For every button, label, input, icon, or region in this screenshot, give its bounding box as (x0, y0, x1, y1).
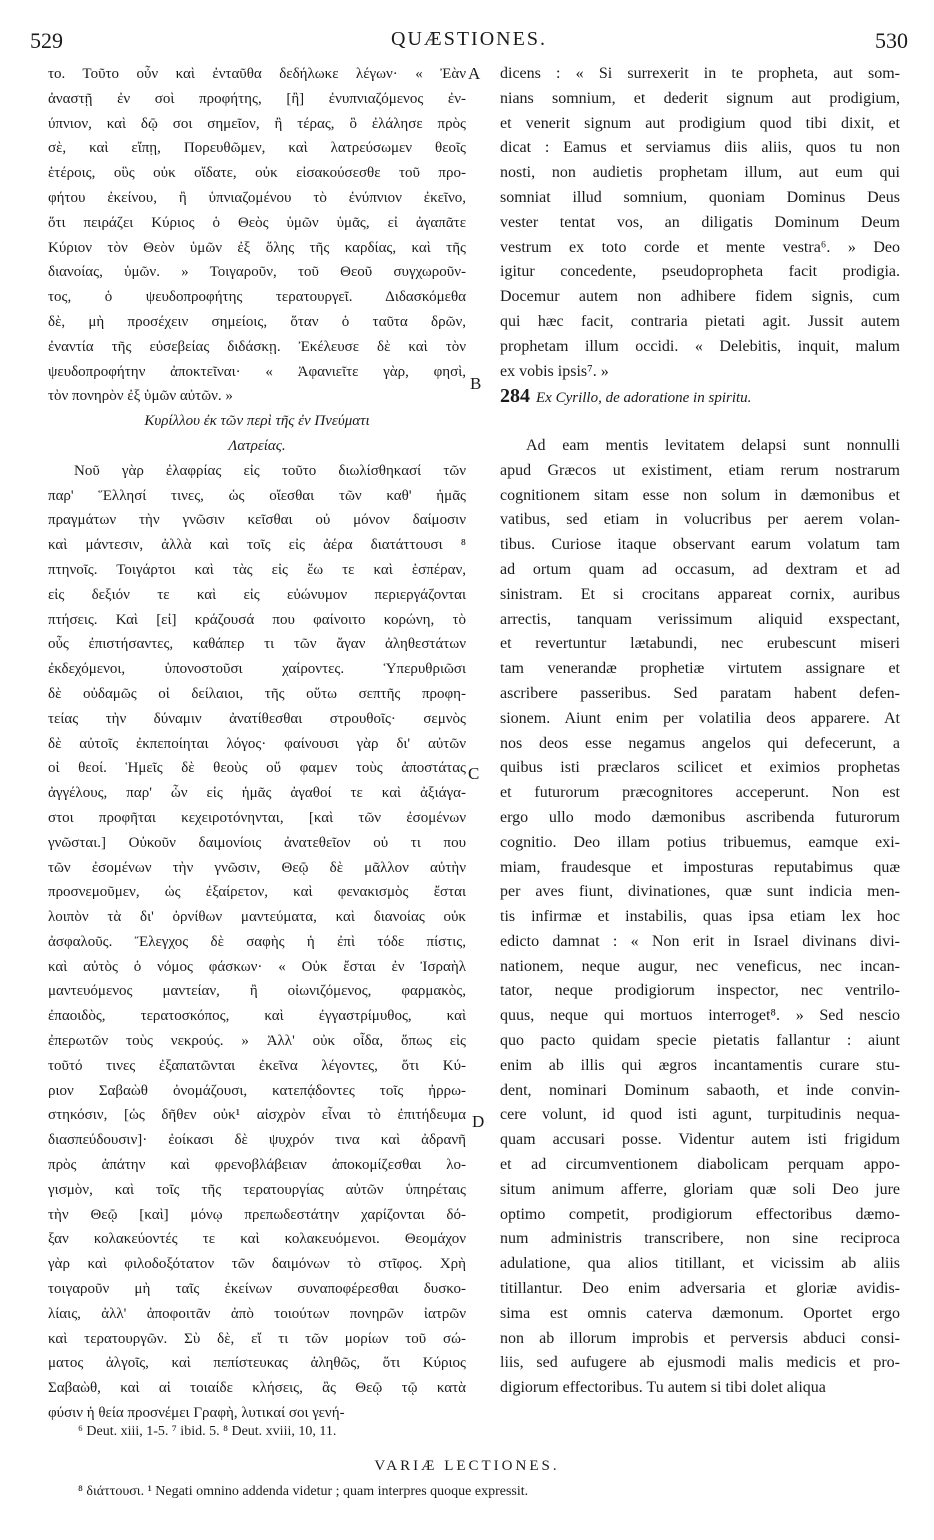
page-number-left: 529 (30, 28, 63, 53)
text-line: quibus isti præclaros scilicet et eximios prophetas (500, 759, 900, 777)
text-line: quam accusari posse. Videntur autem isti frigidum (500, 1131, 900, 1149)
text-line: quo pacto quidam specie pietatis fallantur : aiunt (500, 1032, 900, 1050)
text-line: τῶν ἐσομένων τὴν γνῶσιν, Θεῷ δὲ μᾶλλον αὐτὴν (48, 859, 466, 876)
text-line: ἀσφαλοῦς. Ἔλεγχος δὲ σαφὴς ἡ ἐπὶ τόδε πίστις, (48, 933, 466, 950)
text-line: vester tentat vos, an diligatis Dominum Deum (500, 213, 900, 231)
text-line: prophetam illum occidi. « Delebitis, inquit, malum (500, 337, 900, 355)
text-line: τείας τὴν δύναμιν ἀνατίθεσθαι στρουθοῖς· σεμνὸς (48, 710, 466, 727)
text-line: vatibus, sed etiam in volucribus per aerem volan- (500, 511, 900, 529)
text-line: το. Τοῦτο οὖν καὶ ἐνταῦθα δεδήλωκε λέγων· « Ἐὰν (48, 66, 466, 82)
text-line: ascribere passeribus. Sed paratam habent defen- (500, 684, 900, 702)
text-line: διανοίας, ὑμῶν. » Τοιγαροῦν, τοῦ Θεοῦ συγχωροῦν- (48, 264, 466, 281)
text-line: qui hæc facit, contraria pietati agit. Jussit autem (500, 312, 900, 330)
text-line: cognitio. Deo illam potius tribuemus, eamque exi- (500, 833, 900, 851)
text-line: παρ' Ἕλλησί τινες, ὡς οἴεσθαι τῶν καθ' ἡμᾶς (48, 487, 466, 504)
text-line: γισμὸν, καὶ τοῖς τῆς τερατουργίας αὐτῶν ὑπηρέταις (48, 1181, 466, 1198)
page-header (30, 28, 908, 58)
latin-column (500, 62, 900, 1401)
text-line: situm animum afferre, gloriam quæ soli Deo jure (500, 1180, 900, 1198)
text-line: digiorum effectoribus. Tu autem si tibi dolet aliqua (500, 1379, 826, 1397)
text-line: titillantur. Deo enim adversaria et gloriæ avidis- (500, 1280, 900, 1298)
text-line: optimo competit, prodigiorum effectoribus dæmo- (500, 1205, 900, 1223)
section-heading-greek: Κυρίλλου ἐκ τῶν περὶ τῆς ἐν Πνεύματι (144, 413, 370, 430)
text-line: πτηνοῖς. Τοιγάρτοι καὶ τὰς εἰς ἕω τε καὶ ἑσπέραν, (48, 561, 466, 578)
section-title: Ex Cyrillo, de adoratione in spiritu. (536, 390, 752, 407)
text-line: πρὸς ἀπάτην καὶ φρενοβλάβειαν ἀποκομίζεσθαι λο- (48, 1157, 466, 1174)
text-line: ἑτέροις, οὓς οὐκ οἴδατε, οὐκ εἰσακούσεσθε τοῦ προ- (48, 165, 466, 182)
text-line: ex vobis ipsis⁷. » (500, 362, 609, 380)
text-line: Ad eam mentis levitatem delapsi sunt nonnulli (526, 436, 900, 454)
running-title: QUÆSTIONES. (391, 28, 547, 50)
text-line: sinistram. Et si crocitans appareat cornix, auribus (500, 585, 900, 603)
text-line: ματος ἀλγοῖς, καὶ πεπίστευκας ἀληθῶς, ὅτι Κύριος (48, 1355, 466, 1372)
text-line: cognitionem sitam esse non solum in dæmonibus et (500, 486, 900, 504)
text-line: στηκόσιν, [ὡς δῆθεν οὐκ¹ αἰσχρὸν εἶναι τὸ ἐπιτήδευμα (48, 1107, 466, 1124)
variae-lectiones-text: ⁸ διάττουσι. ¹ Negati omnino addenda videtur ; quam interpres quoque expressit. (78, 1484, 529, 1499)
text-line: tator, neque prodigiorum inspector, nec ventrilo- (500, 982, 900, 1000)
text-line: Νοῦ γὰρ ἐλαφρίας εἰς τοῦτο διωλίσθηκασί τῶν (74, 462, 466, 479)
text-line: arrectis, tanquam verissimum aliquid exspectant, (500, 610, 900, 628)
text-line: et futurorum præcognitores acceperunt. Non est (500, 784, 900, 802)
text-line: cere volunt, id quod isti agunt, turpitudinis nequa- (500, 1106, 900, 1124)
text-line: πτήσεις. Καὶ [εἰ] κράζουσά που φαίνοιτο κορώνη, τὸ (48, 611, 466, 628)
spacer (500, 409, 900, 434)
text-line: nationem, neque augur, nec veneficus, nec incan- (500, 957, 900, 975)
text-line: per aves fiunt, divinationes, quæ sunt indicia men- (500, 883, 900, 901)
text-line: ὅτι πειράζει Κύριος ὁ Θεὸς ὑμῶν ὑμᾶς, εἰ ἀγαπᾶτε (48, 214, 466, 231)
text-line: quus, neque qui mortuos interroget⁸. » Sed nescio (500, 1007, 900, 1025)
text-line: tibus. Curiose itaque observant earum volatum tam (500, 536, 900, 554)
variae-lectiones-heading: VARIÆ LECTIONES. (374, 1458, 560, 1474)
text-line: miam, fraudesque et imposturas reputabimus quæ (500, 858, 900, 876)
text-line: ἐκδεχόμενοι, ὑπονοστοῦσι χαίροντες. Ὑπερυθριῶσι (48, 661, 466, 678)
text-line: et revertuntur lætabundi, nec erubescunt miseri (500, 635, 900, 653)
text-line: εἰς δεξιόν τε καὶ εἰς εὐώνυμον περιεργάζονται (48, 586, 466, 603)
text-line: tis infirmæ et instabilis, quas ipsa etiam lex hoc (500, 908, 900, 926)
text-line: dicat : Eamus et serviamus diis aliis, quos tu non (500, 139, 900, 157)
text-line: οἱ θεοί. Ἡμεῖς δὲ θεοὺς οὔ φαμεν τοὺς ἀποστάτας (48, 760, 466, 777)
text-line: καὶ μάντεσιν, ἀλλὰ καὶ τοῖς εἰς ἀέρα διατάττουσι ⁸ (48, 537, 466, 554)
text-line: καὶ τερατουργῶν. Σὺ δὲ, εἴ τι τῶν μορίων τοῦ σώ- (48, 1330, 466, 1347)
text-line: adulatione, qua alios titillant, et vicissim ab aliis (500, 1255, 900, 1273)
text-line: ad ortum quam ad occasum, ad dextram et ad (500, 560, 900, 578)
text-line: δὲ οὐδαμῶς οἱ δείλαιοι, τῆς οὕτω σεπτῆς προφη- (48, 685, 466, 702)
text-line: προσνεμοῦμεν, ὡς ἐξαίρετον, καὶ φενακισμὸς ἔσται (48, 884, 466, 901)
text-line: ἀναστῇ ἐν σοὶ προφήτης, [ἢ] ἐνυπνιαζόμενος ἐν- (48, 90, 466, 107)
text-line: apud Græcos ut existiment, etiam rerum nostrarum (500, 461, 900, 479)
text-line: ἐναντία τῆς εὐσεβείας διδάσκῃ. Ἐκέλευσε δὲ καὶ τὸν (48, 338, 466, 355)
text-line: ριον Σαβαὼθ ὀνομάζουσι, κατεπᾴδοντες τοῖς ἠρρω- (48, 1082, 466, 1099)
text-line: τοῦτό τινες ἐξαπατῶνται ἐκεῖνα λέγοντες, ὅτι Κύ- (48, 1057, 466, 1074)
text-line: ψευδοπροφήτην ἀποκτεῖναι· « Ἀφανιεῖτε γὰρ, φησὶ, (48, 363, 466, 380)
footnotes: ⁶ Deut. xiii, 1-5. ⁷ ibid. 5. ⁸ Deut. xviii, 10, 11. (78, 1424, 337, 1439)
margin-marker-d: D (472, 1112, 485, 1131)
text-line: Docemur autem non adhibere fidem signis, cum (500, 288, 900, 306)
text-line: τὴν Θεῷ [καὶ] μόνῳ πρεπωδεστάτην χαρίζονται δό- (48, 1206, 466, 1223)
text-line: edicto damnat : « Non erit in Israel divinans divi- (500, 932, 900, 950)
text-line: τὸν πονηρὸν ἐξ ὑμῶν αὐτῶν. » (48, 388, 233, 405)
text-line: nians somnium, et dederit signum aut prodigium, (500, 89, 900, 107)
text-line: τος, ὁ ψευδοπροφήτης τερατουργεῖ. Διδασκόμεθα (48, 289, 466, 306)
margin-marker-a: A (468, 64, 481, 83)
text-line: δὲ αὐτοῖς ἐκπεποίηται λόγος· φαίνουσι γὰρ δι' αὐτῶν (48, 735, 466, 752)
text-line: μαντευόμενος μαντείαν, ἢ οἰωνιζόμενος, φαρμακὸς, (48, 983, 466, 1000)
text-line: vestrum ex toto corde et mente vestra⁶. » Deo (500, 238, 900, 256)
page-number-right: 530 (875, 28, 908, 53)
text-line: φήτου ἐκείνου, ἢ ὑπνιαζομένου τὸ ἐνύπνιον ἐκεῖνο, (48, 189, 466, 206)
text-line: διασπεύδουσιν]· ἐοίκασι δὲ ψυχρόν τινα καὶ ἀδρανῆ (48, 1132, 466, 1149)
text-line: ergo ullo modo dæmonibus ascribenda futurorum (500, 808, 900, 826)
section-heading-greek-cont: Λατρείας. (228, 437, 286, 454)
text-line: non ab illorum improbis et perversis abduci consi- (500, 1329, 900, 1347)
text-line: nos deos esse negamus angelos qui defecerunt, a (500, 734, 900, 752)
text-line: dent, nominari Dominum sabaoth, et inde convin- (500, 1081, 900, 1099)
text-line: οὖς ἐπιστήσαντες, καθάπερ τι τῶν ἄγαν ἀληθεστάτων (48, 636, 466, 653)
text-line: tam venerandæ prophetiæ virtutem assignare et (500, 660, 900, 678)
greek-column (48, 62, 466, 1426)
text-line: σὲ, καὶ εἴπῃ, Πορευθῶμεν, καὶ λατρεύσωμεν θεοῖς (48, 140, 466, 157)
text-line: igitur concedente, pseudopropheta facit prodigia. (500, 263, 900, 281)
text-line: πραγμάτων τὴν γνῶσιν κεῖσθαι οὐ μόνον δαίμοσιν (48, 512, 466, 529)
text-line: ἐπερωτῶν τοὺς νεκρούς. » Ἀλλ' οὐκ οἶδα, ὅπως εἰς (48, 1033, 466, 1050)
text-line: nosti, non audietis prophetam illum, aut eum qui (500, 164, 900, 182)
text-line: dicens : « Si surrexerit in te propheta, aut som- (500, 65, 900, 82)
text-line: ύπνιον, καὶ δῷ σοι σημεῖον, ἢ τέρας, ὃ ἐλάλησε πρὸς (48, 115, 466, 132)
text-line: enim ab illis qui ægros incantamentis curare stu- (500, 1056, 900, 1074)
text-line: στοι προφῆται κεχειροτόνηνται, [καὶ τῶν ἐσομένων (48, 809, 466, 826)
text-line: ξαν κολακεύοντές τε καὶ κολακευόμενοι. Θεομάχον (48, 1231, 466, 1248)
text-line: et venerit signum aut prodigium quod tibi dixit, et (500, 114, 900, 132)
text-line: ἐπαοιδὸς, τερατοσκόπος, καὶ ἐγγαστρίμυθος, καὶ (48, 1008, 466, 1025)
text-line: Σαβαὼθ, καὶ αἱ τοιαίδε κλήσεις, ἃς Θεῷ τῷ κατὰ (48, 1380, 466, 1397)
text-line: γνῶσται.] Οὐκοῦν δαιμονίοις ἀνατεθεῖον οὐ τι που (48, 834, 466, 851)
section-heading-latin (500, 384, 900, 409)
text-line: λοιπὸν τὰ δι' ὀρνίθων μαντεύματα, καὶ διανοίας οὐκ (48, 909, 466, 926)
text-line: sionem. Aiunt enim per volatilia deos apparere. At (500, 709, 900, 727)
text-line: Κύριον τὸν Θεὸν ὑμῶν ἐξ ὅλης τῆς καρδίας, καὶ τῆς (48, 239, 466, 256)
text-line: γὰρ καὶ φιλοδοξότατον τῶν δαιμόνων τὸ στῖφος. Χρὴ (48, 1256, 466, 1273)
margin-marker-b: B (470, 374, 482, 393)
text-line: καὶ αὐτὸς ὁ νόμος φάσκων· « Οὐκ ἔσται ἐν Ἰσραὴλ (48, 958, 466, 975)
text-line: δὲ, μὴ προσέχειν σημείοις, ὅταν ὁ ταῦτα δρῶν, (48, 313, 466, 330)
text-line: liis, sed aufugere ab ejusmodi malis medicis et pro- (500, 1354, 900, 1372)
section-number: 284 (500, 385, 530, 408)
text-line: λίαις, ἀλλ' ἀποφοιτᾶν ἀπὸ τοιούτων πονηρῶν ἰατρῶν (48, 1305, 466, 1322)
text-line: τοιγαροῦν μὴ ταῖς ἐκείνων συναποφέρεσθαι δυσκο- (48, 1281, 466, 1298)
text-line: sima est omnis caterva dæmonum. Oportet ergo (500, 1304, 900, 1322)
text-line: et ad circumventionem diabolicam perquam appo- (500, 1156, 900, 1174)
margin-marker-c: C (468, 764, 480, 783)
text-line: num administris transcribere, non sine reciproca (500, 1230, 900, 1248)
text-line: φύσιν ἡ θεία προσνέμει Γραφὴ, λυτικαί σοι γενή- (48, 1405, 345, 1422)
text-line: ἀγγέλους, παρ' ὧν εἰς ἡμᾶς ἀγαθοί τε καὶ ἀξιάγα- (48, 785, 466, 802)
text-line: somniat illud somnium, quoniam Dominus Deus (500, 188, 900, 206)
